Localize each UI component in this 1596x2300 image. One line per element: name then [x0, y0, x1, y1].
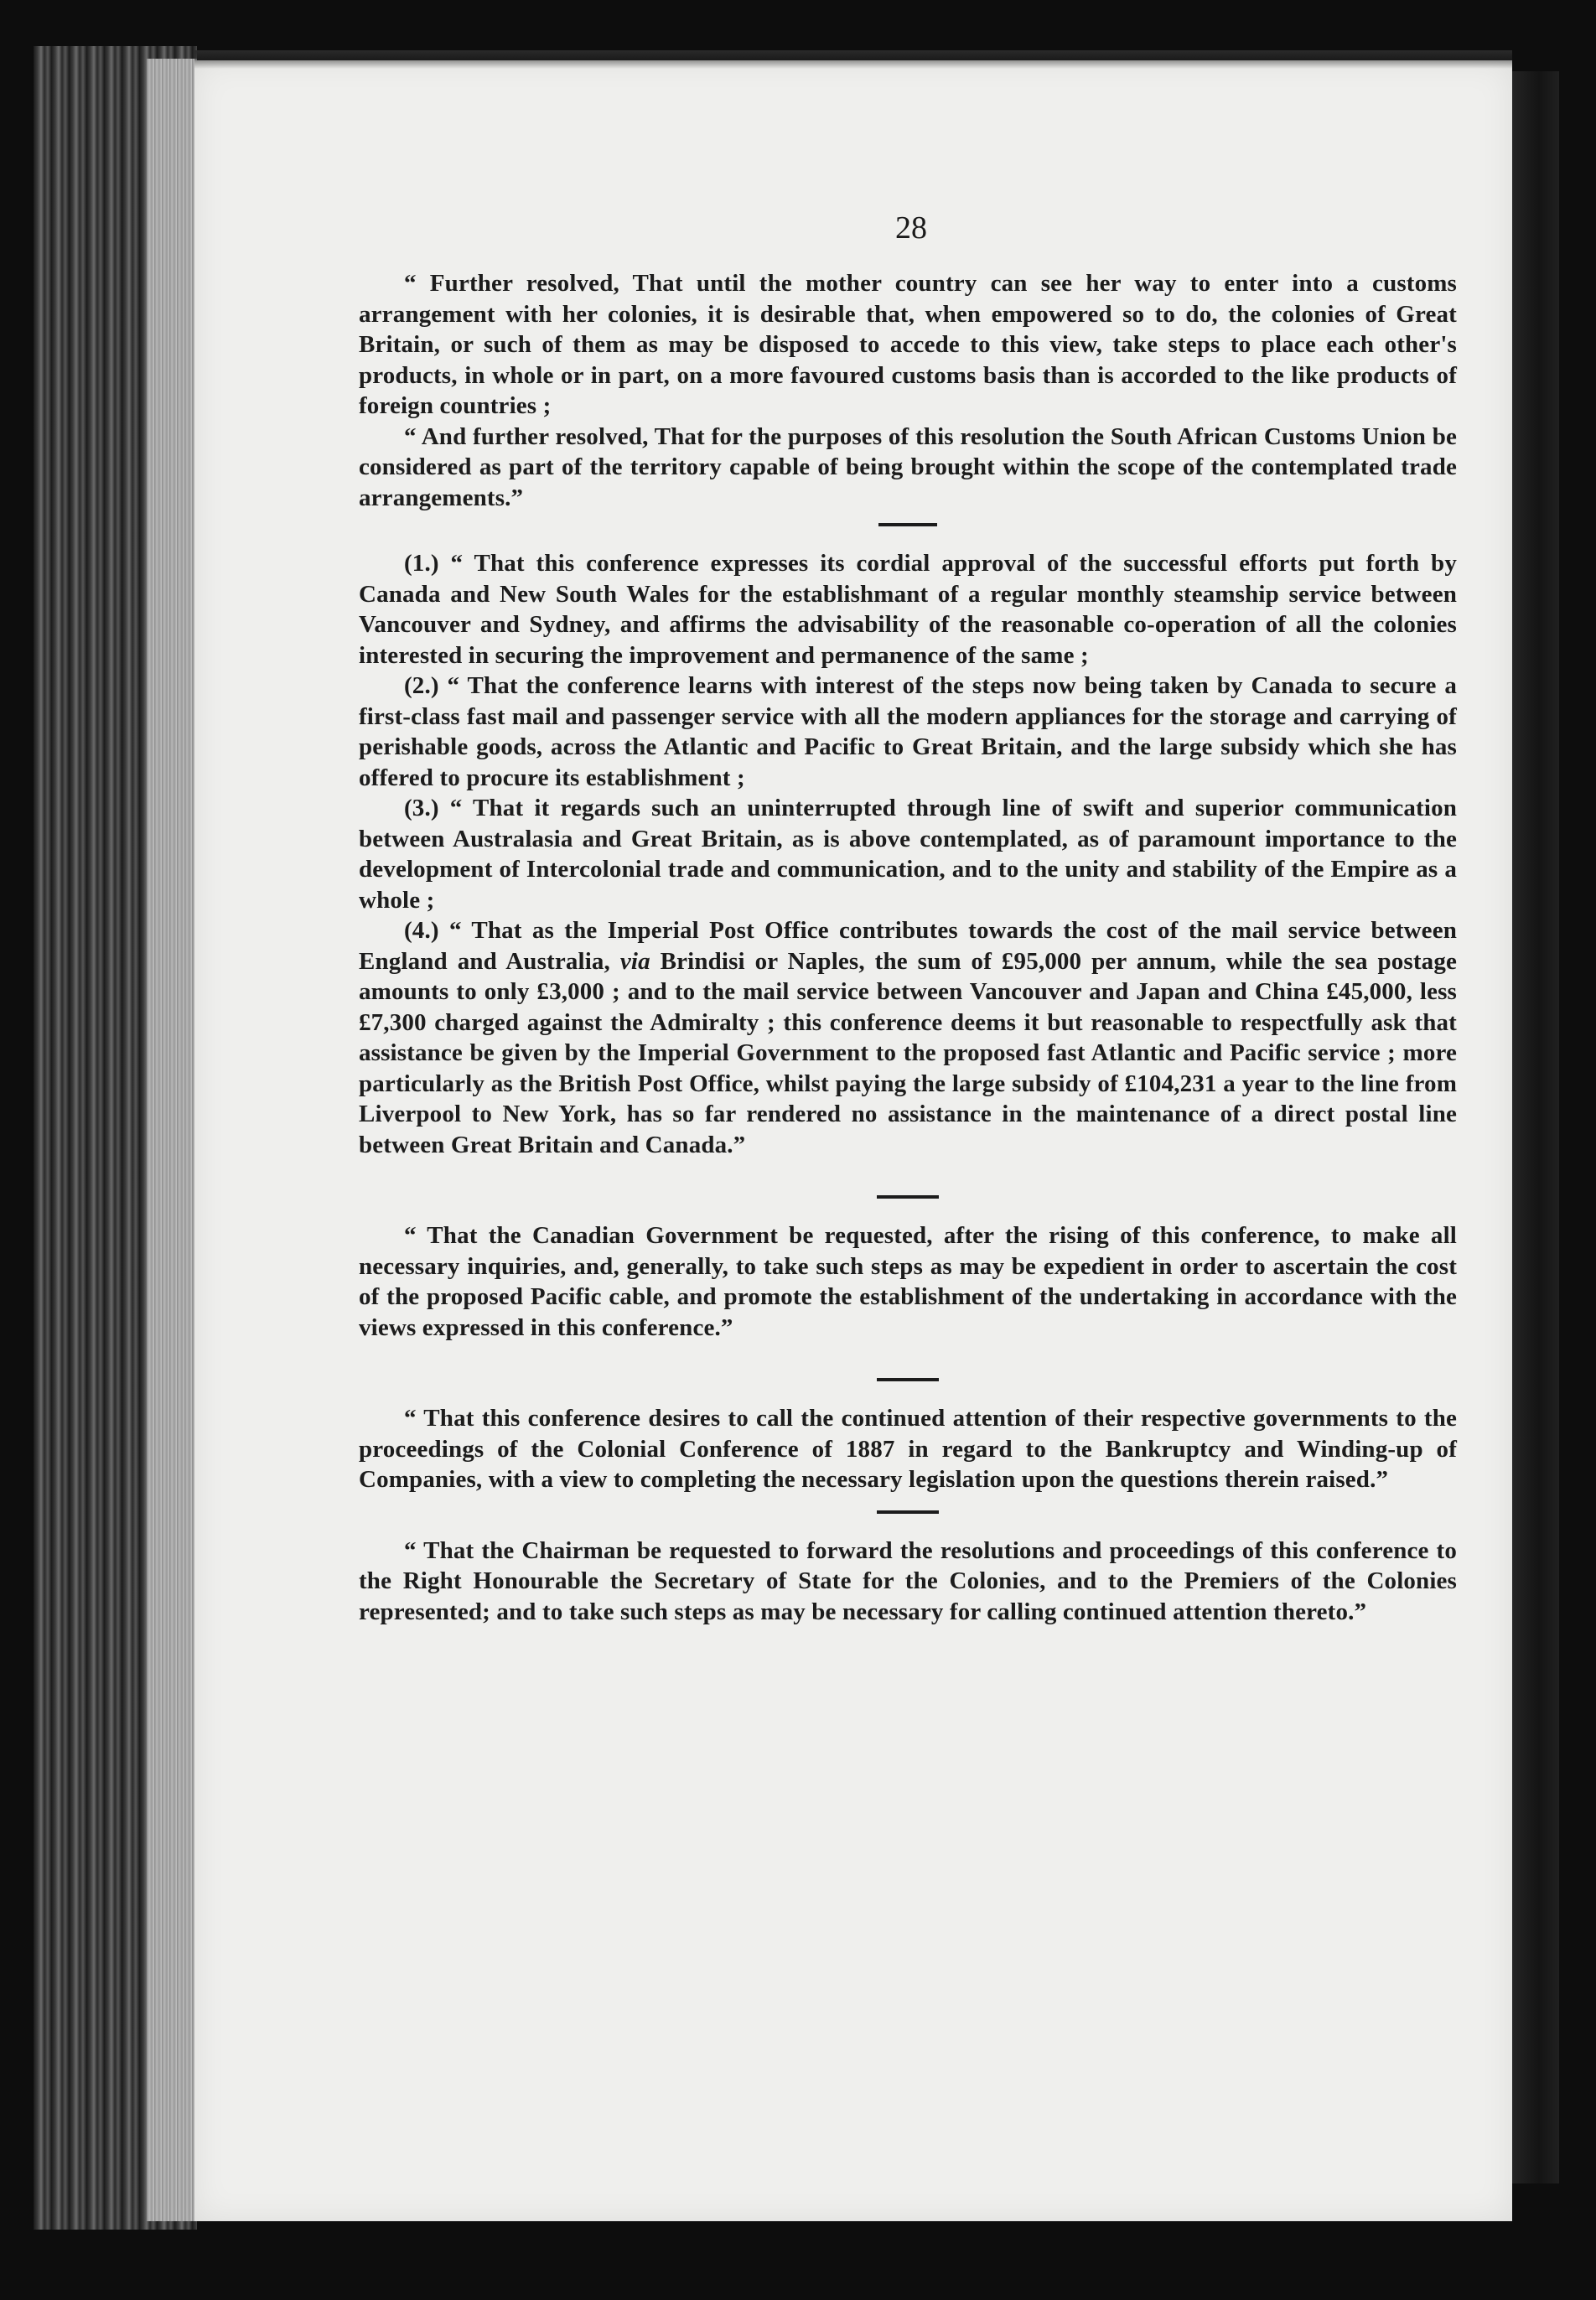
resolution-item-4-part-a: (4.) “ That as the Imperial Post Office contributes towards the cost of the mail service between England and Australia, — [359, 917, 1457, 975]
document-body — [359, 268, 1457, 1627]
resolution-item-4-part-b: Brindisi or Naples, the sum of £95,000 per annum, while the sea postage amounts to only £3,000 ; and to the mail service between Vancouver and Japan and China £45,000, less £7,300 charged against the Admiralty ; this conference deems it but reasonable to respectfully ask that assistance be given by the Imperial Government to the proposed fast Atlantic and Pacific service ; more particularly as the British Post Office, whilst paying the large subsidy of £104,231 a year to the line from Liverpool to New York, has so far rendered no assistance in the maintenance of a direct postal line between Great Britain and Canada.” — [359, 947, 1457, 1158]
paragraph-chairman: “ That the Chairman be requested to forward the resolutions and proceedings of this conference to the Right Honourable the Secretary of State for the Colonies, and to the Premiers of the Colonies represented; and to take such steps as may be necessary for calling continued attention thereto.” — [359, 1536, 1457, 1625]
resolution-item-3: (3.) “ That it regards such an uninterrupted through line of swift and superior communication between Australasia and Great Britain, as is above contemplated, as of paramount importance to the development of Intercolonial trade and communication, and to the unity and stability of the Empire as a whole ; — [359, 795, 1457, 914]
book-spine-right — [1509, 71, 1559, 2183]
paragraph-pacific-cable: “ That the Canadian Government be requested, after the rising of this conference, to make all necessary inquiries, and, generally, to take such steps as may be expedient in order to ascertain the cost of the proposed Pacific cable, and promote the establishment of the undertaking in accordance with the views expressed in this conference.” — [359, 1222, 1457, 1341]
resolution-item-1: (1.) “ That this conference expresses its cordial approval of the successful efforts put forth by Canada and New South Wales for the establishmant of a regular monthly steamship service between Vancouver and Sydney, and affirms the advisability of the reasonable co-operation of all the colonies interested in securing the improvement and permanence of the same ; — [359, 550, 1457, 669]
resolution-item-4-via: via — [619, 947, 650, 975]
section-divider — [877, 1378, 939, 1381]
paragraph-bankruptcy: “ That this conference desires to call the continued attention of their respective governments to the proceedings of the Colonial Conference of 1887 in regard to the Bankruptcy and Winding-up of Companies, with a view to completing the necessary legislation upon the questions therein raised.” — [359, 1405, 1457, 1493]
paragraph-and-further-resolved: “ And further resolved, That for the purposes of this resolution the South African Customs Union be considered as part of the territory capable of being brought within the scope of the contemplated trade arrangements.” — [359, 422, 1457, 511]
section-divider — [878, 523, 937, 526]
paragraph-further-resolved: “ Further resolved, That until the mother country can see her way to enter into a customs arrangement with her colonies, it is desirable that, when empowered so to do, the colonies of Great Britain, or such of them as may be disposed to accede to this view, take steps to place each other's products, in whole or in part, on a more favoured customs basis than is accorded to the like products of foreign countries ; — [359, 270, 1457, 419]
page-edges-inner — [147, 59, 197, 2221]
page-number: 28 — [895, 210, 927, 246]
resolution-item-4 — [359, 915, 1457, 1160]
section-divider — [877, 1195, 939, 1199]
page-top-shadow — [194, 50, 1512, 69]
section-divider — [877, 1510, 939, 1514]
resolution-item-2: (2.) “ That the conference learns with interest of the steps now being taken by Canada to secure a first-class fast mail and passenger service with all the modern appliances for the storage and carrying of perishable goods, across the Atlantic and Pacific to Great Britain, and the large subsidy which she has offered to procure its establishment ; — [359, 672, 1457, 791]
